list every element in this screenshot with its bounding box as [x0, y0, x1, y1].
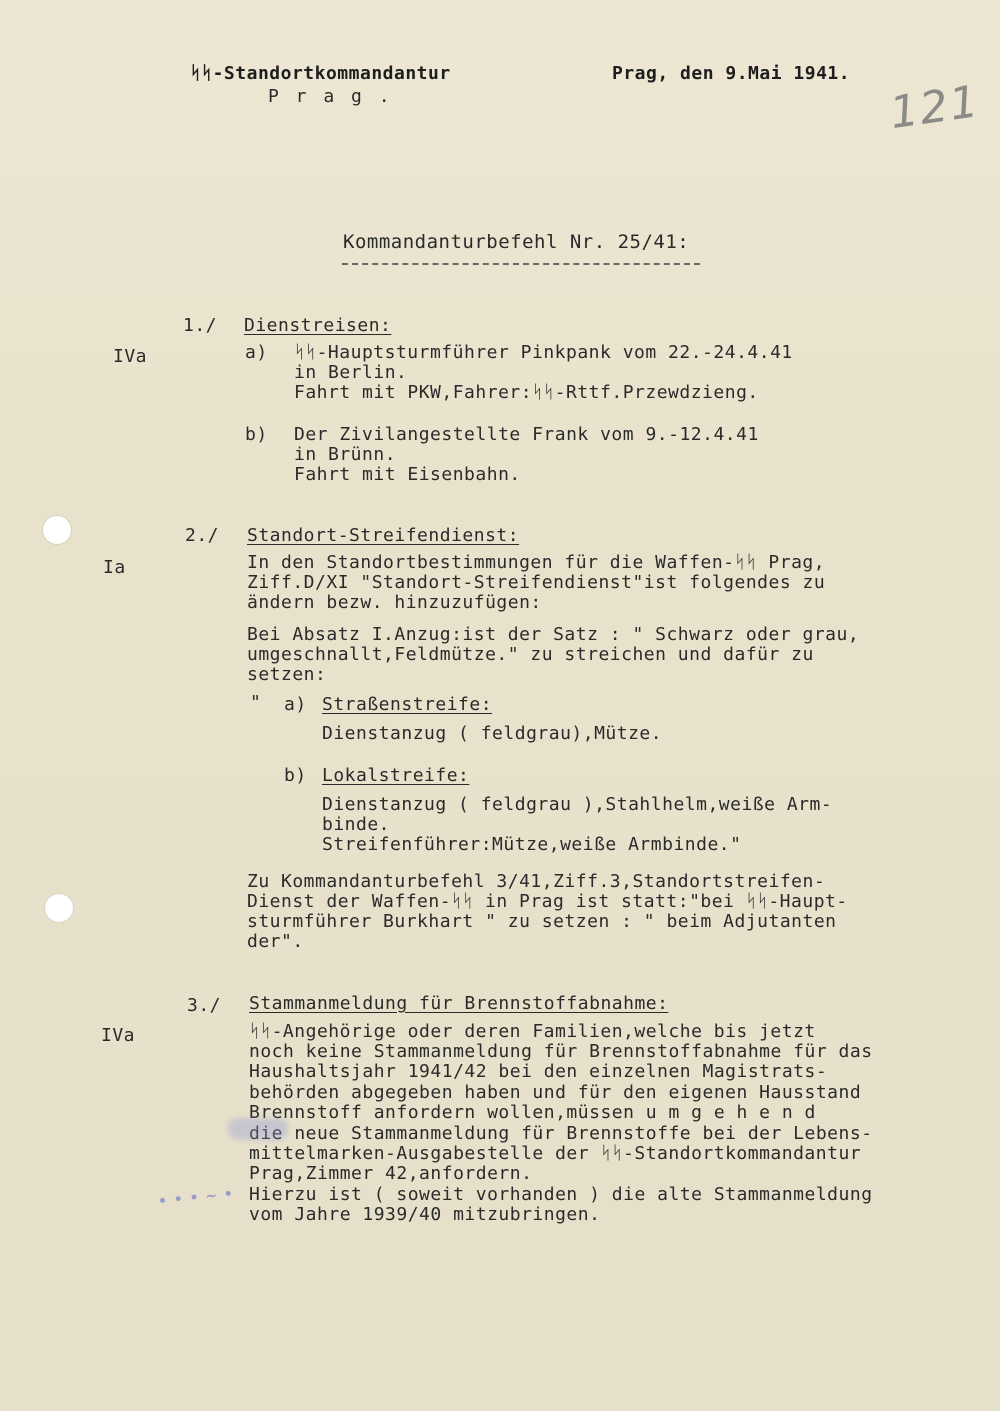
item-1a-line-1: ᛋᛋ-Hauptsturmführer Pinkpank vom 22.-24.4.41	[294, 342, 793, 363]
item-1b-marker: b)	[245, 424, 268, 445]
item-1b-line-1: Der Zivilangestellte Frank vom 9.-12.4.41	[294, 424, 759, 445]
punch-hole-top	[42, 515, 72, 545]
subitem-b-marker: b)	[284, 765, 307, 786]
section-1-margin-code: IVa	[113, 346, 148, 367]
section-3-number: 3./	[187, 995, 222, 1016]
section-2-number: 2./	[185, 525, 220, 546]
section-3-line-2: noch keine Stammanmeldung für Brennstoffabnahme für das	[249, 1041, 873, 1062]
subitem-a-marker: a)	[284, 694, 307, 715]
punch-hole-bottom	[44, 893, 74, 923]
section-3-line-7: mittelmarken-Ausgabestelle der ᛋᛋ-Standortkommandantur	[249, 1143, 862, 1164]
office-city: P r a g .	[268, 86, 393, 107]
item-1b-line-2: in Brünn.	[294, 444, 397, 465]
section-3-line-6: die neue Stammanmeldung für Brennstoffe bei der Lebens-	[249, 1123, 873, 1144]
section-3-line-4: behörden abgegeben haben und für den eigenen Hausstand	[249, 1082, 862, 1103]
section-2-heading: Standort-Streifendienst:	[247, 525, 520, 546]
subitem-a-line-1: Dienstanzug ( feldgrau),Mütze.	[322, 723, 663, 744]
section-2-para-3: setzen:	[247, 664, 327, 685]
section-3-heading: Stammanmeldung für Brennstoffabnahme:	[249, 993, 669, 1014]
section-3-line-8: Prag,Zimmer 42,anfordern.	[249, 1163, 533, 1184]
section-2-closing-4: der".	[247, 931, 304, 952]
item-1b-line-3: Fahrt mit Eisenbahn.	[294, 464, 521, 485]
section-2-intro-3: ändern bezw. hinzuzufügen:	[247, 592, 542, 613]
subitem-b-line-3: Streifenführer:Mütze,weiße Armbinde."	[322, 834, 742, 855]
subitem-b-heading: Lokalstreife:	[322, 765, 470, 786]
subitem-b-line-1: Dienstanzug ( feldgrau ),Stahlhelm,weiße Arm-	[322, 794, 833, 815]
section-3-line-5: Brennstoff anfordern wollen,müssen u m g e h e n d	[249, 1102, 816, 1123]
section-3-line-1: ᛋᛋ-Angehörige oder deren Familien,welche bis jetzt	[249, 1021, 816, 1042]
office-name: ᛋᛋ-Standortkommandantur	[190, 63, 451, 84]
section-2-margin-code: Ia	[103, 557, 126, 578]
item-1a-line-3: Fahrt mit PKW,Fahrer:ᛋᛋ-Rttf.Przewdzieng.	[294, 382, 759, 403]
section-2-intro-2: Ziff.D/XI "Standort-Streifendienst"ist folgendes zu	[247, 572, 826, 593]
section-2-closing-3: sturmführer Burkhart " zu setzen : " beim Adjutanten	[247, 911, 837, 932]
subitem-a-heading: Straßenstreife:	[322, 694, 493, 715]
section-2-para-1: Bei Absatz I.Anzug:ist der Satz : " Schwarz oder grau,	[247, 624, 860, 645]
section-2-para-2: umgeschnallt,Feldmütze." zu streichen und dafür zu	[247, 644, 814, 665]
item-1a-marker: a)	[245, 342, 268, 363]
section-2-closing-1: Zu Kommandanturbefehl 3/41,Ziff.3,Standortstreifen-	[247, 871, 826, 892]
document-title: Kommandanturbefehl Nr. 25/41:	[343, 231, 690, 253]
section-1-number: 1./	[183, 315, 218, 336]
section-1-heading: Dienstreisen:	[244, 315, 392, 336]
quote-open-mark: "	[250, 692, 262, 713]
title-underline	[342, 263, 700, 265]
ink-stamp-mark: • • • ~ •	[157, 1186, 235, 1210]
section-3-line-10: vom Jahre 1939/40 mitzubringen.	[249, 1204, 601, 1225]
document-date: Prag, den 9.Mai 1941.	[612, 63, 851, 84]
section-2-closing-2: Dienst der Waffen-ᛋᛋ in Prag ist statt:"bei ᛋᛋ-Haupt-	[247, 891, 848, 912]
folio-number: 121	[886, 75, 984, 140]
ink-stamp-smudge	[228, 1118, 288, 1140]
subitem-b-line-2: binde.	[322, 814, 391, 835]
item-1a-line-2: in Berlin.	[294, 362, 408, 383]
section-3-line-3: Haushaltsjahr 1941/42 bei den einzelnen Magistrats-	[249, 1061, 828, 1082]
section-3-margin-code: IVa	[101, 1025, 136, 1046]
section-3-line-9: Hierzu ist ( soweit vorhanden ) die alte Stammanmeldung	[249, 1184, 873, 1205]
section-2-intro-1: In den Standortbestimmungen für die Waffen-ᛋᛋ Prag,	[247, 552, 826, 573]
